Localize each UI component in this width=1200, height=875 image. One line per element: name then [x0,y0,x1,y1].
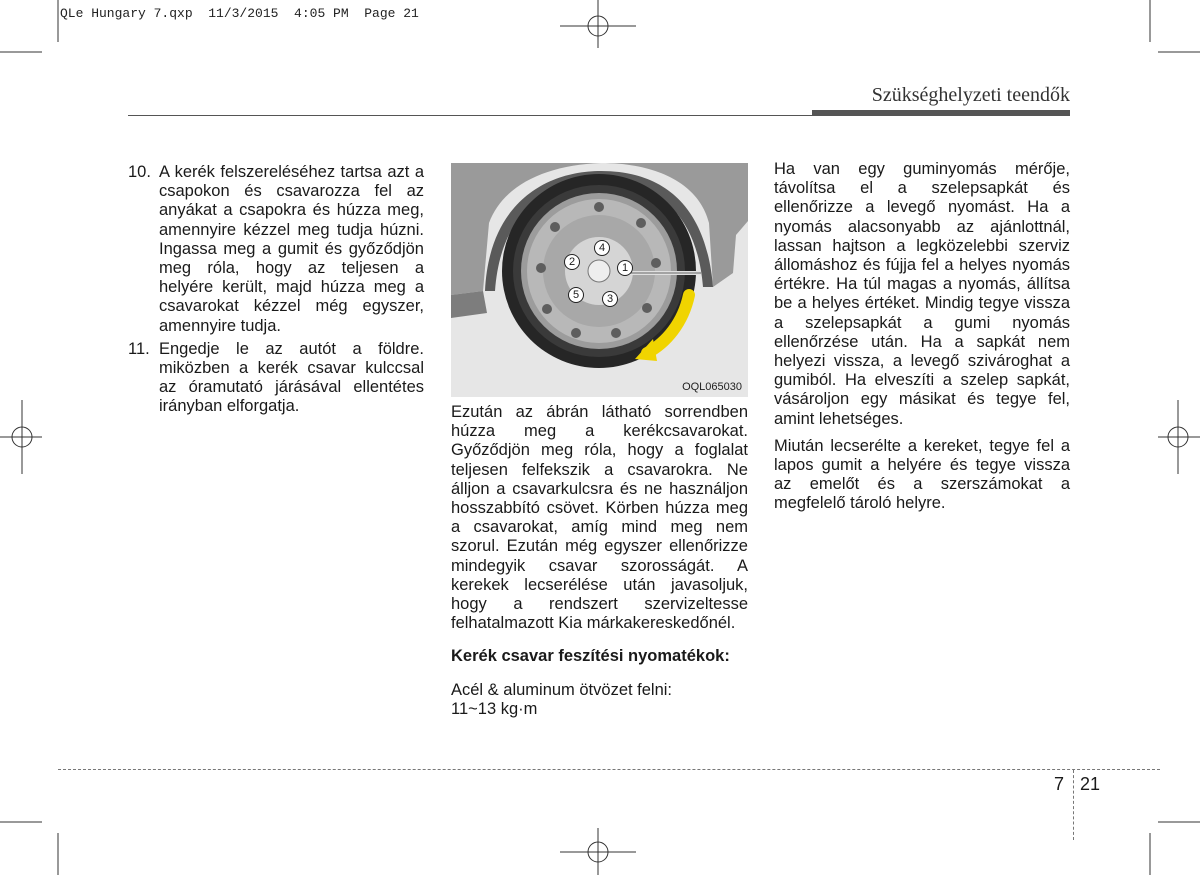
section-title: Szükséghelyzeti teendők [871,84,1070,106]
body-paragraph: Ezután az ábrán látható sorrendben húzza meg a kerékcsavarokat. Győződjön meg róla, hogy a foglalat teljesen felfekszik a csavarokra. Ne álljon a csavarkulcsra és ne használjon hosszabbító csövet. Körben húzza meg a csavarokat, amíg mind meg nem szorul. Ezután még egyszer ellenőrizze mindegyik csavar szorosságát. A kerekek lecserélése után javasoljuk, hogy a rendszert szervizeltesse felhatalmazott Kia márkakereskedőnél. [451,403,748,633]
bolt-label-5: 5 [568,287,584,303]
body-paragraph: Ha van egy guminyomás mérője, távolítsa el a szelepsapkát és ellenőrizze a levegő nyomást. Ha a nyomás alacsonyabb az ajánlottnál, lassan hajtson a legközelebbi szerviz állomáshoz és fújja fel a helyes nyomás értékre. Ha túl magas a nyomás, állítsa be a helyes értéket. Mindig tegye vissza a szelepsapkát a gumi nyomás ellenőrzése után. Ha a sapkát nem helyezi vissza, a levegő szivároghat a gumiból. Ha elveszíti a szelep sapkát, vásároljon egy másikat és tegye fel, amint lehetséges. [774,160,1070,428]
figure-code: OQL065030 [682,381,742,393]
list-item [128,340,424,417]
bolt-label-3: 3 [602,291,618,307]
list-item-number: 11. [128,339,150,358]
list-item [128,163,424,336]
column-1 [128,163,424,421]
wheel-illustration-svg [451,163,748,397]
list-item-text: A kerék felszereléséhez tartsa azt a csapokon és csavarozza fel az anyákat a csapokra és húzza meg, amennyire kézzel meg tudja húzni. Ingassa meg a gumit és győződjön meg róla, hogy az teljesen a helyére került, majd húzza meg a csavarokat kézzel még egyszer, amennyire tudja. [159,163,424,335]
column-3 [774,160,1070,514]
header-rule [128,115,812,116]
bolt-label-4: 4 [594,240,610,256]
column-2 [451,403,748,719]
header-rule-accent [812,110,1070,116]
bolt-label-1: 1 [617,260,633,276]
print-slug: QLe Hungary 7.qxp 11/3/2015 4:05 PM Page 21 [60,6,419,21]
bolt-label-2: 2 [564,254,580,270]
chapter-number: 7 [1054,774,1065,794]
page-number-divider [1073,770,1074,840]
list-item-text: Engedje le az autót a földre. miközben a kerék csavar kulccsal az óramutató járásával ellentétes irányban elforgatja. [159,339,424,416]
torque-spec-line: Acél & aluminum ötvözet felni: [451,680,673,699]
page-number: 21 [1080,774,1101,794]
body-paragraph: Miután lecserélte a kereket, tegye fel a lapos gumit a helyére és tegye vissza az emelőt és a szerszámokat a megfelelő tároló helyre. [774,436,1070,513]
wheel-tightening-illustration [451,163,748,397]
footer-rule [58,769,1160,770]
torque-spec-value: 11~13 kg·m [451,699,538,718]
list-item-number: 10. [128,163,151,181]
torque-heading: Kerék csavar feszítési nyomatékok: [451,647,730,666]
